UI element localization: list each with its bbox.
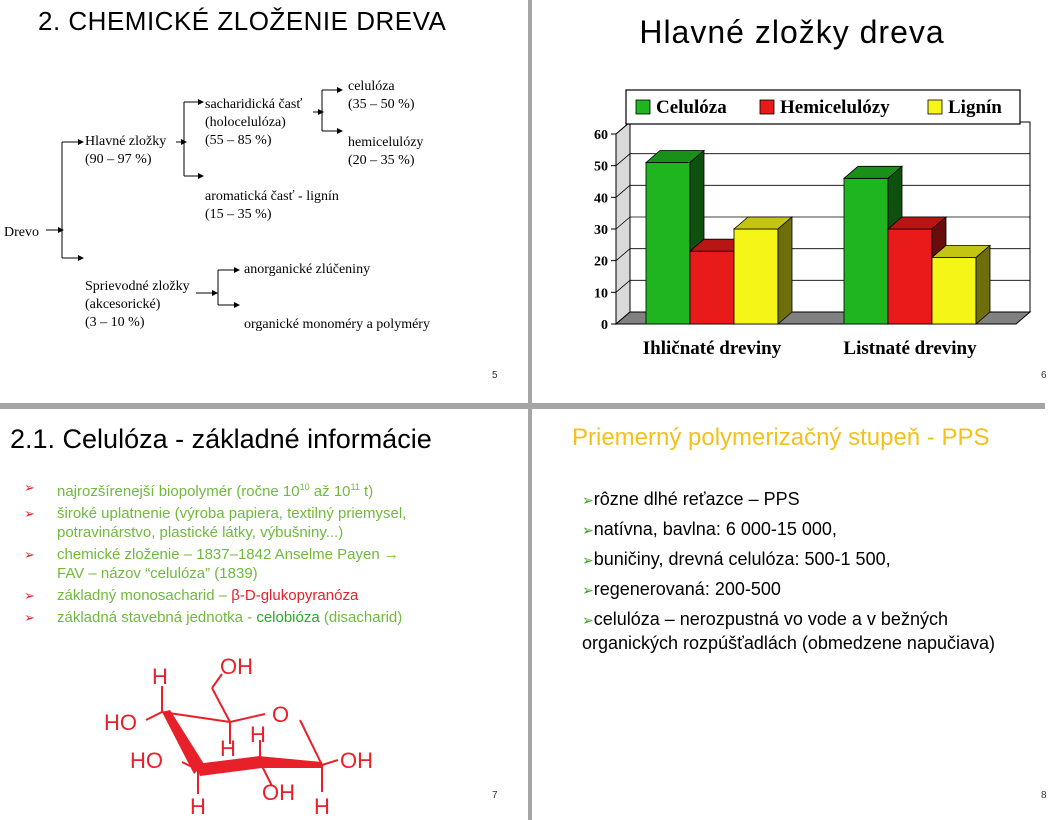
category-label: Listnaté dreviny [843, 338, 977, 359]
main-label: Hlavné zložky [85, 134, 167, 149]
arrow-bullet-icon: ➢ [24, 506, 35, 521]
bar-chart [532, 88, 1045, 378]
bullet-text: organických rozpúšťadlách (obmedzene napučiava) [582, 633, 995, 653]
y-tick-label: 60 [594, 128, 608, 143]
y-tick-label: 40 [594, 191, 608, 207]
list-item [24, 478, 524, 501]
slide-title: Hlavné zložky dreva [639, 14, 945, 50]
arrow-bullet-icon: ➢ [24, 610, 35, 625]
arrow-bullet-icon: ➢ [582, 582, 594, 598]
arrow-bullet-icon: ➢ [24, 588, 35, 603]
arrow-bullet-icon: ➢ [582, 522, 594, 538]
slide-title: 2. CHEMICKÉ ZLOŽENIE DREVA [38, 6, 447, 36]
atom-label: H [190, 794, 206, 819]
bullet-list [582, 488, 1052, 661]
horizontal-divider [0, 403, 1045, 409]
tree-cellulose [348, 78, 415, 114]
arrow-bullet-icon: ➢ [582, 492, 594, 508]
bullet-text: regenerovaná: 200-500 [593, 579, 781, 599]
y-tick-label: 0 [601, 318, 608, 333]
list-item [24, 545, 524, 583]
bullet-text: natívna, bavlna: 6 000-15 000, [593, 519, 837, 539]
y-tick-label: 10 [594, 286, 608, 302]
list-item [582, 548, 1052, 572]
atom-label: H [152, 664, 168, 689]
bullet-text: chemické zloženie – 1837–1842 Anselme Payen → [57, 546, 399, 563]
arrow-bullet-icon: ➢ [582, 612, 594, 628]
arrow-bullet-icon: ➢ [24, 480, 35, 495]
sach-sub: (holocelulóza) [205, 115, 286, 130]
page-number: 7 [492, 790, 498, 801]
bullet-text: rôzne dlhé reťazce – PPS [593, 489, 800, 509]
main-pct: (90 – 97 %) [85, 152, 152, 167]
hemi-pct: (20 – 35 %) [348, 153, 415, 168]
bullet-text: (disacharid) [319, 609, 403, 626]
legend-swatch [928, 100, 942, 114]
list-item [582, 488, 1052, 512]
legend-swatch [636, 100, 650, 114]
page-number: 6 [1041, 370, 1047, 381]
atom-label: H [314, 794, 330, 819]
atom-label: O [272, 702, 290, 727]
slide-title: Priemerný polymerizačný stupeň - PPS [572, 424, 990, 451]
atom-label: OH [220, 654, 253, 679]
page-number: 5 [492, 370, 498, 381]
atom-label: H [220, 736, 236, 761]
atom-label: OH [262, 780, 295, 805]
bullet-text: najrozšírenejší biopolymér (ročne 10 [57, 483, 300, 500]
bar [932, 246, 990, 325]
legend-label: Hemicelulózy [780, 97, 890, 118]
tree-inorganic: anorganické zlúčeniny [244, 262, 371, 277]
arrow-bullet-icon: ➢ [582, 552, 594, 568]
atom-label: H [250, 722, 266, 747]
bullet-text: potravinárstvo, plastické látky, výbušniny...) [57, 524, 344, 541]
highlight-text: β-D-glukopyranóza [231, 587, 359, 604]
acc-pct: (3 – 10 %) [85, 315, 145, 330]
arom-label: aromatická časť - lignín [205, 189, 339, 204]
category-label: Ihličnaté dreviny [642, 338, 782, 359]
y-tick-label: 30 [594, 223, 608, 238]
sach-pct: (55 – 85 %) [205, 133, 272, 148]
list-item [582, 608, 1052, 655]
bullet-text: FAV – názov “celulóza” (1839) [57, 565, 258, 582]
tree-root: Drevo [4, 225, 39, 240]
list-item [582, 518, 1052, 542]
arrow-bullet-icon: ➢ [24, 547, 35, 562]
tree-main-components [85, 133, 166, 169]
page-number: 8 [1041, 790, 1047, 801]
exponent: 11 [350, 482, 360, 492]
legend-label: Celulóza [656, 97, 727, 118]
y-tick-label: 50 [594, 159, 608, 175]
tree-aromatic [205, 188, 339, 224]
legend-label: Lignín [948, 97, 1002, 118]
exponent: 10 [299, 482, 310, 492]
slide-title: 2.1. Celulóza - základné informácie [10, 424, 432, 454]
acc-label: Sprievodné zložky [85, 279, 190, 294]
y-tick-label: 20 [594, 254, 608, 270]
highlight-text: celobióza [256, 609, 320, 626]
atom-label: OH [340, 748, 373, 773]
bullet-text: t) [359, 483, 374, 500]
bar [734, 217, 792, 324]
bullet-text: základný monosacharid – [57, 587, 232, 604]
bullet-text: celulóza – nerozpustná vo vode a v bežných [593, 609, 948, 629]
bullet-text: základná stavebná jednotka - [57, 609, 257, 626]
list-item [582, 578, 1052, 602]
hemi-label: hemicelulózy [348, 135, 424, 150]
acc-sub: (akcesorické) [85, 297, 161, 312]
atom-label: HO [130, 748, 163, 773]
atom-label: HO [104, 710, 137, 735]
sach-label: sacharidická časť [205, 97, 303, 112]
tree-saccharide [205, 96, 302, 150]
bullet-text: až 10 [309, 483, 351, 500]
list-item [24, 504, 524, 542]
list-item [24, 608, 524, 627]
cel-pct: (35 – 50 %) [348, 97, 415, 112]
bullet-text: buničiny, drevná celulóza: 500-1 500, [593, 549, 891, 569]
tree-accessory [85, 278, 190, 332]
cel-label: celulóza [348, 79, 395, 94]
list-item [24, 586, 524, 605]
legend-swatch [760, 100, 774, 114]
bullet-list [24, 478, 524, 630]
bullet-text: široké uplatnenie (výroba papiera, textilný priemysel, [57, 505, 407, 522]
arom-pct: (15 – 35 %) [205, 207, 272, 222]
tree-organic: organické monoméry a polyméry [244, 317, 430, 332]
glucopyranose-molecule [100, 650, 400, 820]
tree-hemicellulose [348, 134, 423, 170]
